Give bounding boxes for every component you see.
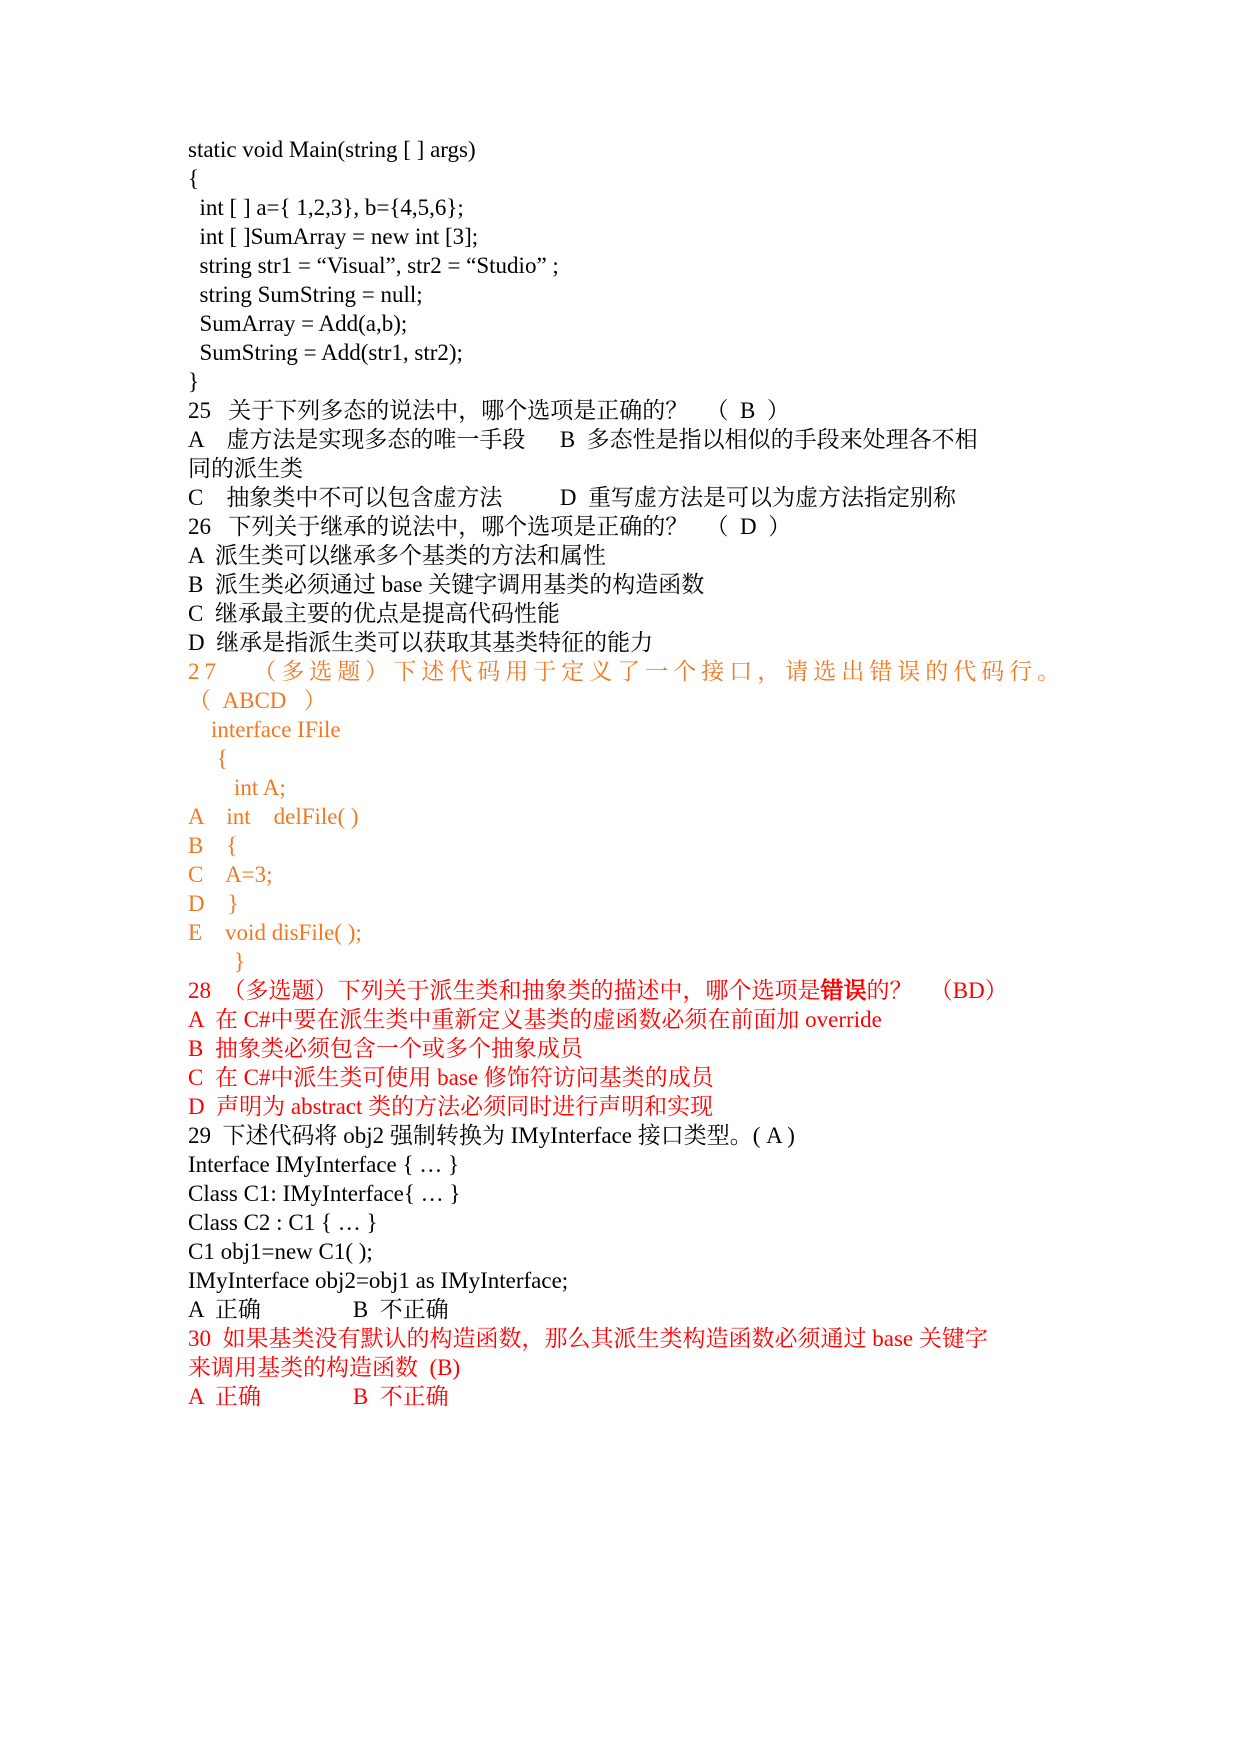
code-line: } (188, 369, 200, 394)
code-line: interface IFile (188, 717, 341, 742)
code-line: int A; (188, 775, 286, 800)
code-line: string str1 = “Visual”, str2 = “Studio” ; (188, 253, 559, 278)
question-26-option-b: B 派生类必须通过 base 关键字调用基类的构造函数 (188, 572, 705, 597)
code-line: int [ ] a={ 1,2,3}, b={4,5,6}; (188, 195, 464, 220)
question-27-option-e: E void disFile( ); (188, 920, 362, 945)
question-25-options-ab-continued: 同的派生类 (188, 456, 303, 481)
code-line: int [ ]SumArray = new int [3]; (188, 224, 479, 249)
question-27-answer: （ ABCD ） (188, 688, 327, 713)
code-line: Class C2 : C1 { … } (188, 1210, 378, 1235)
question-28 (188, 975, 1008, 1007)
question-27-option-a: A int delFile( ) (188, 804, 359, 829)
code-line: string SumString = null; (188, 282, 423, 307)
code-line: { (188, 166, 200, 191)
question-29-options: A 正确 B 不正确 (188, 1297, 449, 1322)
code-line: Interface IMyInterface { … } (188, 1152, 460, 1177)
question-28-option-a: A 在 C#中要在派生类中重新定义基类的虚函数必须在前面加 override (188, 1007, 882, 1032)
question-27-option-d: D } (188, 891, 239, 916)
code-line: Class C1: IMyInterface{ … } (188, 1181, 461, 1206)
code-line: IMyInterface obj2=obj1 as IMyInterface; (188, 1268, 569, 1293)
question-28-option-c: C 在 C#中派生类可使用 base 修饰符访问基类的成员 (188, 1065, 714, 1090)
question-30-continued: 来调用基类的构造函数 (B) (188, 1355, 461, 1380)
code-line: } (188, 949, 246, 974)
question-25-options-ab: A 虚方法是实现多态的唯一手段 B 多态性是指以相似的手段来处理各不相 (188, 427, 978, 452)
code-line: SumArray = Add(a,b); (188, 311, 408, 336)
question-26-option-c: C 继承最主要的优点是提高代码性能 (188, 601, 560, 626)
question-27-option-c: C A=3; (188, 862, 273, 887)
question-29: 29 下述代码将 obj2 强制转换为 IMyInterface 接口类型。( A ) (188, 1123, 795, 1148)
code-line: SumString = Add(str1, str2); (188, 340, 463, 365)
question-28-emphasis: 错误 (820, 978, 867, 1003)
question-25: 25 关于下列多态的说法中，哪个选项是正确的？ （ B ） (188, 398, 790, 423)
question-30-options: A 正确 B 不正确 (188, 1384, 449, 1409)
question-27-option-b: B { (188, 833, 238, 858)
question-28-option-b: B 抽象类必须包含一个或多个抽象成员 (188, 1036, 583, 1061)
code-line: C1 obj1=new C1( ); (188, 1239, 373, 1264)
question-28-option-d: D 声明为 abstract 类的方法必须同时进行声明和实现 (188, 1094, 714, 1119)
code-line: { (188, 746, 228, 771)
question-28-prefix: 28 （多选题）下列关于派生类和抽象类的描述中，哪个选项是 (188, 978, 821, 1003)
question-25-options-cd: C 抽象类中不可以包含虚方法 D 重写虚方法是可以为虚方法指定别称 (188, 485, 956, 510)
code-line: static void Main(string [ ] args) (188, 137, 476, 162)
question-26: 26 下列关于继承的说法中，哪个选项是正确的？ （ D ） (188, 514, 792, 539)
question-27: 27 （多选题）下述代码用于定义了一个接口，请选出错误的代码行。 (188, 659, 1066, 684)
question-26-option-a: A 派生类可以继承多个基类的方法和属性 (188, 543, 606, 568)
question-28-suffix: 的？ （BD） (866, 978, 1008, 1003)
question-30: 30 如果基类没有默认的构造函数，那么其派生类构造函数必须通过 base 关键字 (188, 1326, 988, 1351)
question-26-option-d: D 继承是指派生类可以获取其基类特征的能力 (188, 630, 654, 655)
